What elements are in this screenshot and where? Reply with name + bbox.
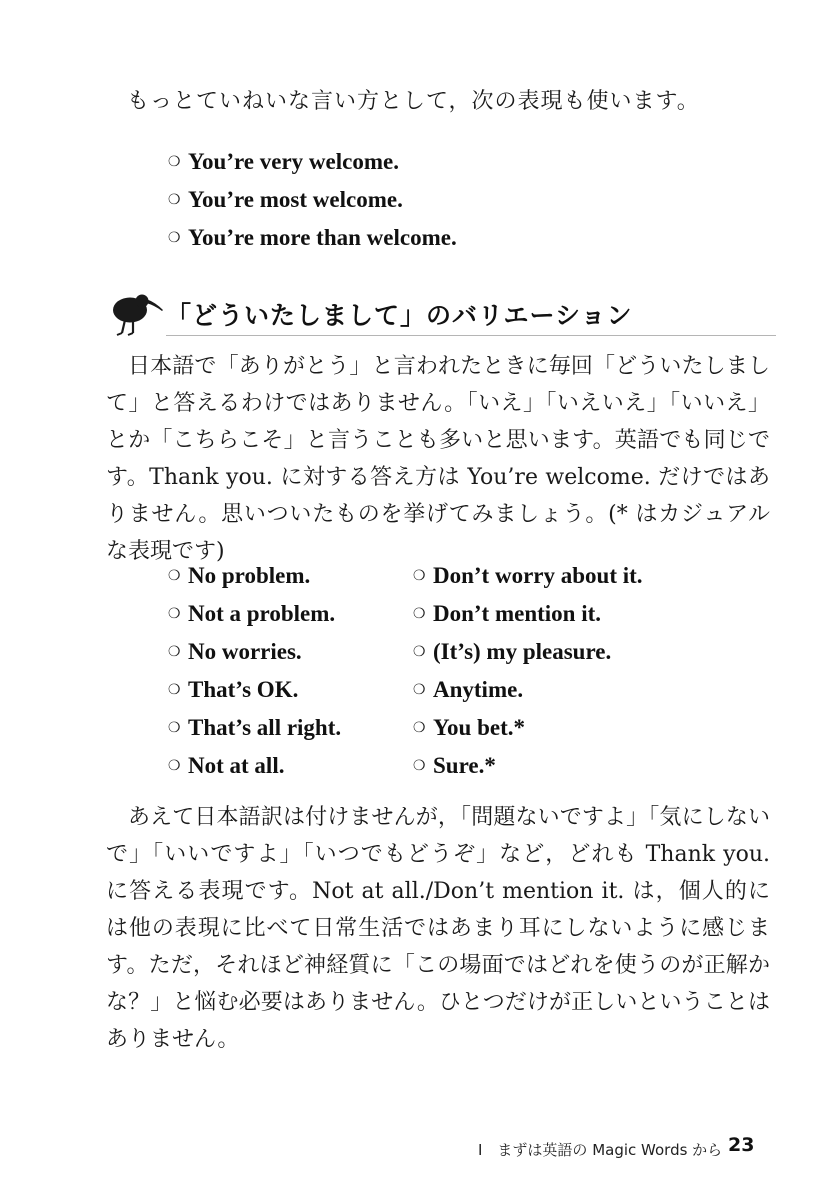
page-number: 23	[728, 1134, 755, 1156]
list-item	[168, 143, 457, 181]
phrase-text: That’s all right.	[188, 715, 342, 740]
phrase-text: Anytime.	[433, 677, 524, 702]
list-item	[168, 747, 341, 785]
list-item	[413, 633, 643, 671]
body-paragraph-1: 日本語で「ありがとう」と言われたときに毎回「どういたしまして」と答えるわけではありません。「いえ」「いえいえ」「いいえ」とか「こちらこそ」と言うことも多いと思います。英語でも同じです。Thank you. に対する答え方は You’re welcome. だけではありません。思いついたものを挙げてみましょう。(* はカジュアルな表現です)	[106, 354, 770, 564]
list-item	[168, 595, 341, 633]
bullet-icon: ❍	[168, 606, 181, 622]
bullet-icon: ❍	[168, 644, 181, 660]
list-item	[168, 181, 457, 219]
body-paragraph-2: あえて日本語訳は付けませんが，「問題ないですよ」「気にしないで」「いいですよ」「いつでもどうぞ」など，どれも Thank you. に答える表現です。Not at all./Don’t mention it. は，個人的には他の表現に比べて日常生活ではあまり耳にしないように感じます。ただ，それほど神経質に「この場面ではどれを使うのが正解かな？」と悩む必要はありません。ひとつだけが正しいということはありません。	[106, 805, 770, 1052]
kiwi-bird-icon	[108, 290, 166, 336]
phrase-text: That’s OK.	[188, 677, 299, 702]
phrase-text: Don’t worry about it.	[433, 563, 643, 588]
phrase-text: No worries.	[188, 639, 302, 664]
bullet-icon: ❍	[413, 758, 426, 774]
phrase-text: You’re more than welcome.	[188, 225, 457, 250]
list-item	[413, 595, 643, 633]
bullet-icon: ❍	[413, 606, 426, 622]
bullet-icon: ❍	[413, 568, 426, 584]
bullet-icon: ❍	[168, 230, 181, 246]
phrase-text: No problem.	[188, 563, 311, 588]
phrase-text: Don’t mention it.	[433, 601, 602, 626]
list-item	[413, 747, 643, 785]
list-item	[168, 633, 341, 671]
section-divider	[166, 335, 776, 336]
bullet-icon: ❍	[413, 720, 426, 736]
bullet-icon: ❍	[168, 192, 181, 208]
bullet-icon: ❍	[413, 682, 426, 698]
list-item	[168, 671, 341, 709]
phrase-text: Not a problem.	[188, 601, 336, 626]
bullet-icon: ❍	[168, 758, 181, 774]
bullet-icon: ❍	[168, 682, 181, 698]
list-item	[413, 557, 643, 595]
running-footer: Ⅰ まずは英語の Magic Words から	[478, 1141, 723, 1159]
bullet-icon: ❍	[413, 644, 426, 660]
bullet-icon: ❍	[168, 568, 181, 584]
variation-list-left	[168, 557, 341, 785]
phrase-text: Sure.*	[433, 753, 496, 778]
list-item	[168, 557, 341, 595]
bullet-icon: ❍	[168, 720, 181, 736]
phrase-text: You’re very welcome.	[188, 149, 399, 174]
list-item	[168, 219, 457, 257]
list-item	[413, 671, 643, 709]
phrase-text: You’re most welcome.	[188, 187, 403, 212]
phrase-text: Not at all.	[188, 753, 285, 778]
list-item	[168, 709, 341, 747]
intro-text: もっとていねいな言い方として，次の表現も使います。	[127, 89, 700, 114]
phrase-text: (It’s) my pleasure.	[433, 639, 612, 664]
list-item	[413, 709, 643, 747]
bullet-icon: ❍	[168, 154, 181, 170]
phrase-text: You bet.*	[433, 715, 526, 740]
polite-phrase-list	[168, 143, 457, 257]
section-title: 「どういたしまして」のバリエーション	[166, 301, 633, 330]
variation-list-right	[413, 557, 643, 785]
section-header	[108, 288, 776, 336]
